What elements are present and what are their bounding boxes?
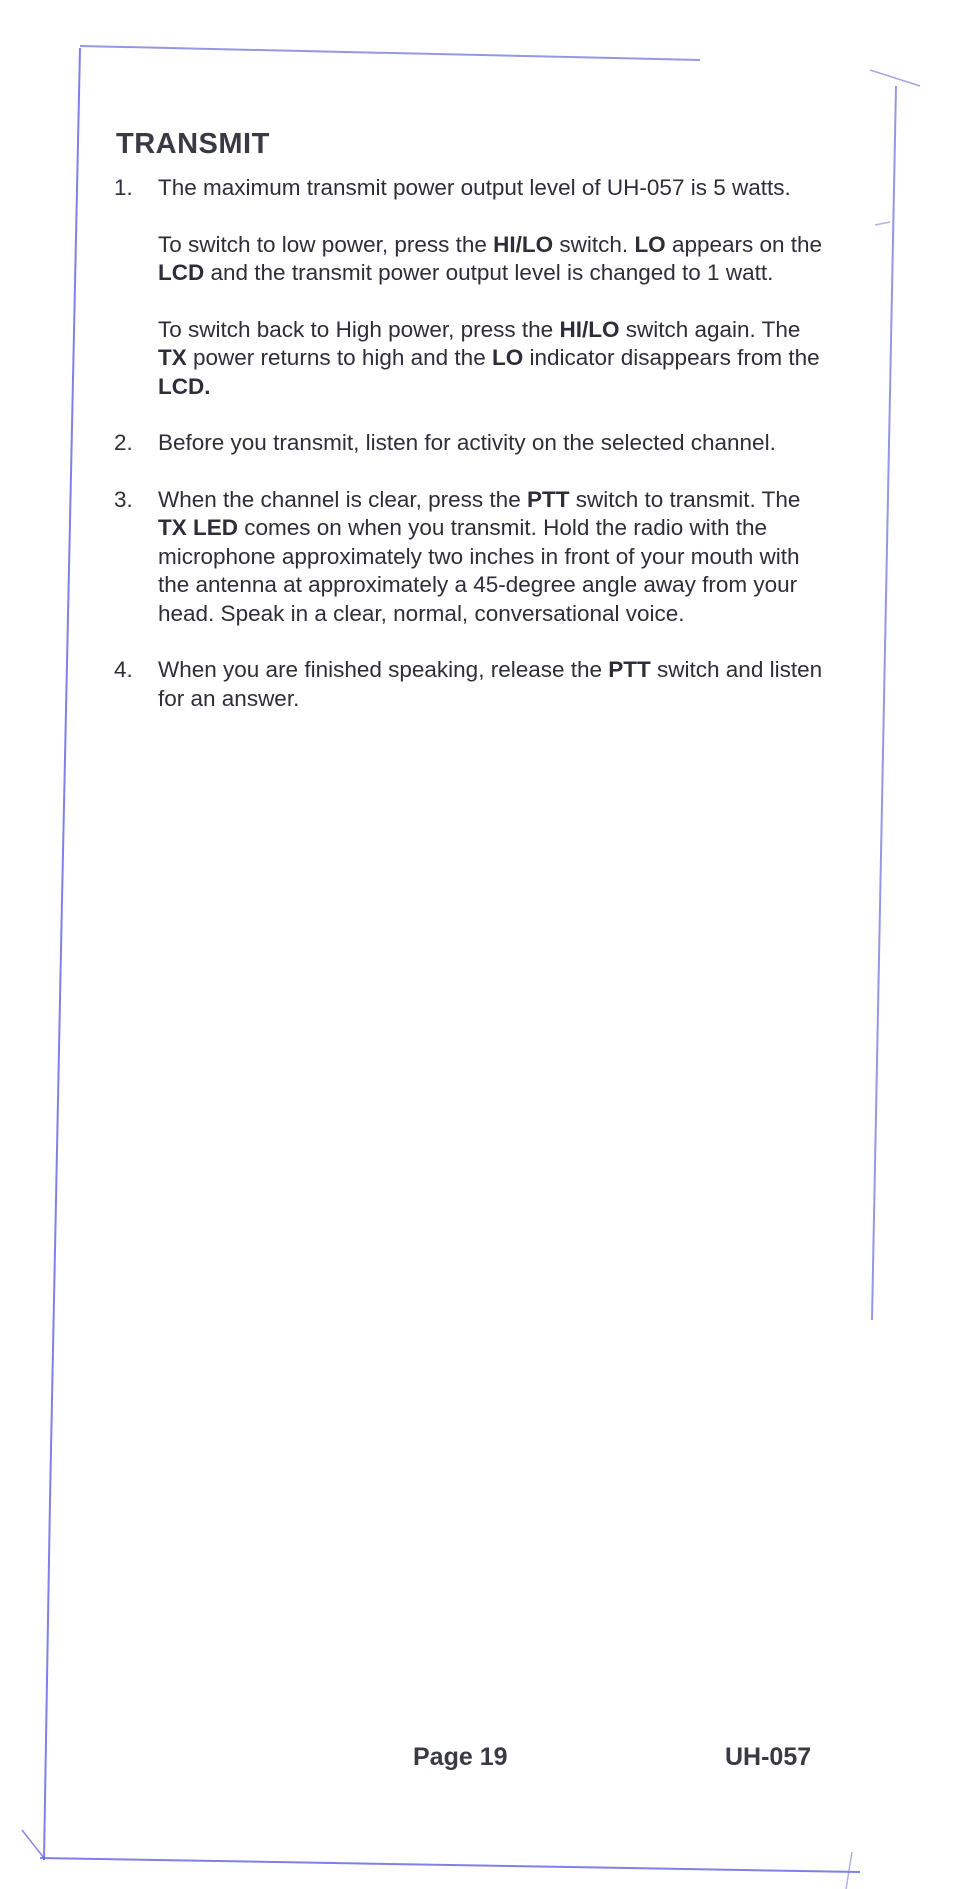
- keyword-text: LO: [491, 345, 524, 370]
- keyword-text: HI/LO: [493, 231, 554, 257]
- keyword-text: LCD.: [158, 373, 211, 399]
- body-text: When you are finished speaking, release the: [158, 657, 609, 682]
- body-text: Before you transmit, listen for activity on the selected channel.: [158, 430, 776, 455]
- paragraph: [158, 174, 834, 203]
- keyword-text: LCD: [158, 260, 205, 285]
- body-text: switch to transmit. The: [569, 486, 801, 512]
- body-text: switch again. The: [619, 316, 801, 342]
- body-text: When the channel is clear, press the: [158, 486, 527, 512]
- list-item-number: 4.: [114, 657, 133, 682]
- body-text: switch.: [553, 231, 635, 257]
- keyword-text: PTT: [608, 657, 651, 682]
- model-number: UH-057: [725, 1743, 812, 1771]
- body-text: switch and listen for an answer.: [158, 657, 823, 711]
- body-text: appears on the: [665, 231, 823, 257]
- paragraph: [158, 316, 834, 402]
- body-text: To switch back to High power, press the: [158, 316, 560, 342]
- body-text: and the transmit power output level is changed to 1 watt.: [204, 260, 774, 285]
- paragraph: [158, 486, 834, 629]
- keyword-text: LO: [634, 231, 666, 257]
- list-item-body: [158, 486, 834, 629]
- page-title: TRANSMIT: [116, 128, 270, 160]
- list-item-body: [158, 174, 834, 401]
- keyword-text: TX LED: [158, 515, 239, 540]
- list-item: [114, 174, 834, 401]
- list-item-body: [158, 656, 834, 713]
- list-item: [114, 486, 834, 629]
- list-item-number: 2.: [114, 430, 133, 455]
- list-item-body: [158, 429, 834, 458]
- body-text: To switch to low power, press the: [158, 231, 494, 257]
- body-text: power returns to high and the: [186, 345, 492, 370]
- keyword-text: PTT: [526, 486, 570, 512]
- body-text: indicator disappears from the: [523, 345, 820, 370]
- list-item: [114, 656, 834, 713]
- paragraph: [158, 231, 834, 288]
- page-number: Page 19: [413, 1743, 508, 1771]
- list-item: [114, 429, 834, 458]
- keyword-text: HI/LO: [559, 316, 620, 342]
- body-text: comes on when you transmit. Hold the radio with the microphone approximately two inches in front of your mouth with the antenna at approximately a 45-degree angle away from your head. Speak in a clear, normal, conversational voice.: [158, 515, 800, 626]
- list-item-number: 3.: [114, 486, 133, 512]
- paragraph: [158, 429, 834, 458]
- keyword-text: TX: [158, 345, 187, 370]
- instruction-list: [114, 174, 834, 741]
- body-text: The maximum transmit power output level of UH-057 is 5 watts.: [158, 175, 791, 200]
- list-item-number: 1.: [114, 175, 133, 200]
- paragraph: [158, 656, 834, 713]
